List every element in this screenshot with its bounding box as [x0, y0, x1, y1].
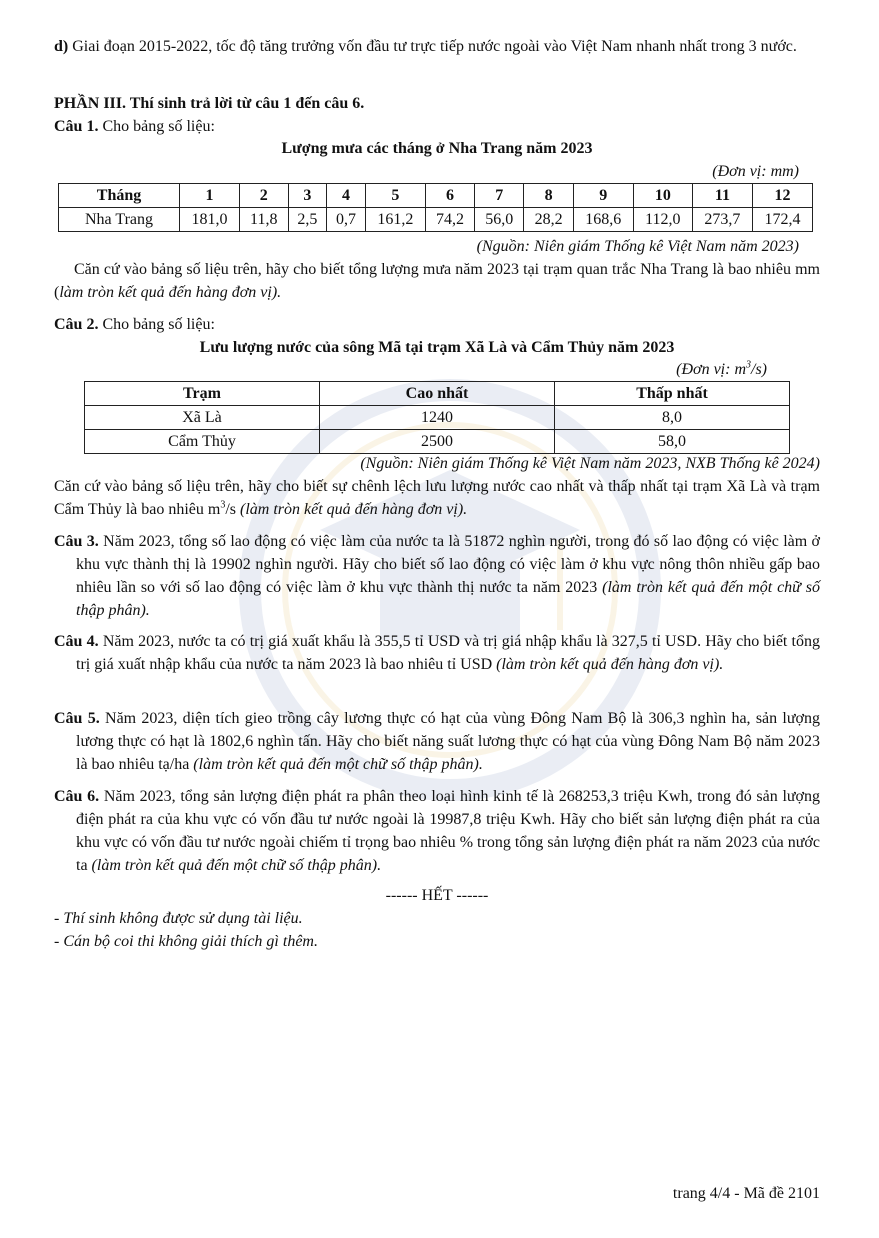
q3-label: Câu 3. [54, 533, 99, 550]
header-cell: Cao nhất [320, 382, 555, 406]
section-heading: PHẦN III. Thí sinh trả lời từ câu 1 đến câu 6. [54, 95, 365, 112]
q2-unit-prefix: (Đơn vị: m [676, 361, 746, 378]
q2-question-sup: 3 [220, 499, 226, 511]
month-header: 1 [180, 184, 240, 208]
q1-question [54, 258, 820, 304]
table-cell: Cẩm Thủy [85, 430, 320, 454]
month-header: 4 [327, 184, 366, 208]
table-cell: 8,0 [555, 406, 790, 430]
table-header-row [85, 382, 790, 406]
q6-note: (làm tròn kết quả đến một chữ số thập phân). [91, 857, 382, 874]
q4-block [54, 630, 820, 676]
option-label: d) [54, 38, 69, 55]
q1-table-title: Lượng mưa các tháng ở Nha Trang năm 2023 [281, 140, 593, 157]
q2-note: (làm tròn kết quả đến hàng đơn vị). [240, 501, 468, 518]
q6-text: Năm 2023, tổng sản lượng điện phát ra phân theo loại hình kinh tế là 268253,3 triệu Kwh, trong đó sản lượng điện phát ra của khu vực có vốn đầu tư nước ngoài là 19987,8 triệu Kwh. Hãy cho biết sản lượng điện phát ra của khu vực có vốn đầu tư nước ngoài chiếm tỉ trọng bao nhiêu % trong tổng sản lượng điện phát ra năm 2023 của nước ta [76, 788, 821, 874]
q1-label: Câu 1. [54, 118, 99, 135]
table-row [85, 406, 790, 430]
intro-option [54, 35, 820, 58]
q6-block [54, 785, 820, 877]
q5-text: Năm 2023, diện tích gieo trồng cây lương thực có hạt của vùng Đông Nam Bộ là 306,3 nghìn ha, sản lượng lương thực có hạt là 1802,6 nghìn tấn. Hãy cho biết năng suất lương thực có hạt của vùng Đông Nam Bộ năm 2023 là bao nhiêu tạ/ha [76, 710, 821, 773]
footnote: - Thí sinh không được sử dụng tài liệu. [54, 910, 303, 927]
table-cell: 1240 [320, 406, 555, 430]
q2-question-text: Căn cứ vào bảng số liệu trên, hãy cho biết sự chênh lệch lưu lượng nước cao nhất và thấp nhất tại trạm Xã Là và trạm Cẩm Thủy là bao nhiêu m [54, 478, 820, 518]
q5-label: Câu 5. [54, 710, 100, 727]
q1-note: làm tròn kết quả đến hàng đơn vị). [59, 284, 282, 301]
month-header: 10 [633, 184, 692, 208]
month-header: 7 [475, 184, 524, 208]
q2-label: Câu 2. [54, 316, 99, 333]
header-cell: Thấp nhất [555, 382, 790, 406]
q6-label: Câu 6. [54, 788, 100, 805]
month-header: 2 [239, 184, 288, 208]
q2-table-title: Lưu lượng nước của sông Mã tại trạm Xã Là và Cẩm Thủy năm 2023 [199, 339, 675, 356]
month-header: 3 [288, 184, 327, 208]
q2-lead [54, 313, 820, 336]
table-cell: 28,2 [524, 208, 573, 232]
month-header: 6 [425, 184, 474, 208]
q5-block [54, 707, 820, 776]
table-row [85, 430, 790, 454]
table-cell: 273,7 [692, 208, 752, 232]
table-cell: 58,0 [555, 430, 790, 454]
table-cell: 0,7 [327, 208, 366, 232]
q2-unit-suffix: /s) [751, 361, 767, 378]
q2-unit-sup: 3 [746, 359, 751, 371]
q2-question-text-b: /s [225, 501, 241, 518]
q4-text: Năm 2023, nước ta có trị giá xuất khẩu là 355,5 tỉ USD và trị giá nhập khẩu là 327,5 tỉ USD. Hãy cho biết tổng trị giá xuất nhập khẩu của nước ta năm 2023 là bao nhiêu tỉ USD [76, 633, 820, 673]
table-cell: 56,0 [475, 208, 524, 232]
q1-source: (Nguồn: Niên giám Thống kê Việt Nam năm 2023) [476, 238, 799, 255]
q2-source: (Nguồn: Niên giám Thống kê Việt Nam năm 2023, NXB Thống kê 2024) [360, 455, 820, 472]
table-cell: 74,2 [425, 208, 474, 232]
rainfall-table [58, 183, 813, 232]
river-flow-table [84, 381, 790, 454]
table-cell: 2500 [320, 430, 555, 454]
month-header: 12 [752, 184, 812, 208]
q3-block [54, 530, 820, 622]
q1-question-text: Căn cứ vào bảng số liệu trên, hãy cho biết tổng lượng mưa năm 2023 tại trạm quan trắc Nha Trang là bao nhiêu mm ( [54, 261, 820, 301]
table-cell: 2,5 [288, 208, 327, 232]
header-cell: Tháng [59, 184, 180, 208]
end-mark: ------ HẾT ------ [385, 887, 489, 904]
q1-lead [54, 115, 820, 138]
table-cell: 181,0 [180, 208, 240, 232]
option-text: Giai đoạn 2015-2022, tốc độ tăng trưởng vốn đầu tư trực tiếp nước ngoài vào Việt Nam nhanh nhất trong 3 nước. [72, 38, 797, 55]
q5-note: (làm tròn kết quả đến một chữ số thập phân). [193, 756, 483, 773]
q3-text: Năm 2023, tổng số lao động có việc làm của nước ta là 51872 nghìn người, trong đó số lao động có việc làm ở khu vực thành thị là 19902 nghìn người. Hãy cho biết số lao động có việc làm ở khu vực nông thôn nhiều gấp bao nhiêu lần so với số lao động có việc làm ở khu vực thành thị nước ta năm 2023 [76, 533, 821, 596]
footnote: - Cán bộ coi thi không giải thích gì thêm. [54, 933, 318, 950]
q2-unit [54, 358, 767, 381]
month-header: 11 [692, 184, 752, 208]
q3-note: (làm tròn kết quả đến một chữ số thập phân). [76, 579, 820, 619]
q4-note: (làm tròn kết quả đến hàng đơn vị). [496, 656, 724, 673]
table-cell: 172,4 [752, 208, 812, 232]
q2-question [54, 475, 820, 521]
table-cell: 112,0 [633, 208, 692, 232]
table-cell: Xã Là [85, 406, 320, 430]
table-cell: 161,2 [365, 208, 425, 232]
q1-unit: (Đơn vị: mm) [712, 163, 799, 180]
table-header-row [59, 184, 813, 208]
page-footer: trang 4/4 - Mã đề 2101 [672, 1185, 820, 1202]
header-cell: Trạm [85, 382, 320, 406]
month-header: 8 [524, 184, 573, 208]
table-row [59, 208, 813, 232]
row-label: Nha Trang [59, 208, 180, 232]
q1-lead-text: Cho bảng số liệu: [102, 118, 215, 135]
month-header: 9 [573, 184, 633, 208]
q4-label: Câu 4. [54, 633, 99, 650]
table-cell: 168,6 [573, 208, 633, 232]
q2-lead-text: Cho bảng số liệu: [102, 316, 215, 333]
month-header: 5 [365, 184, 425, 208]
table-cell: 11,8 [239, 208, 288, 232]
